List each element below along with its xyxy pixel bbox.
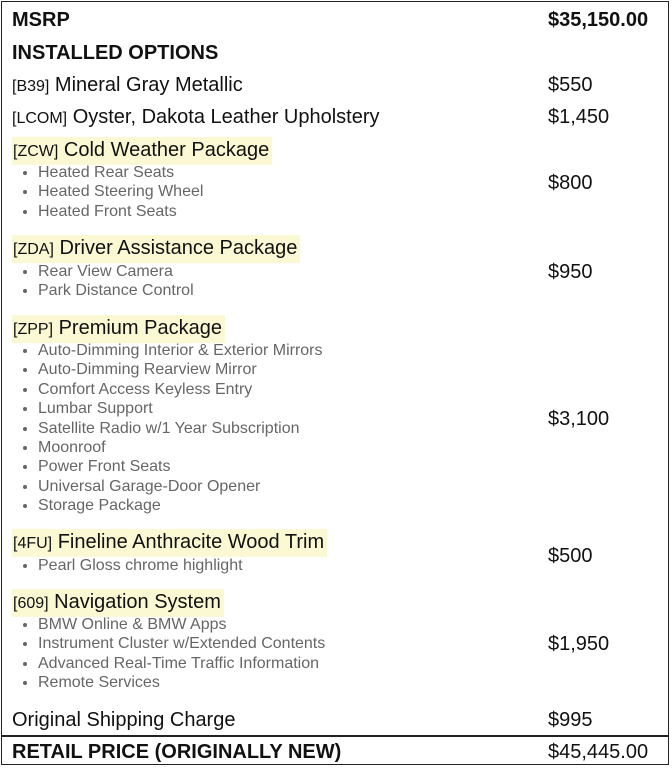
package-price: $1,950 xyxy=(548,633,610,655)
package-name: Cold Weather Package xyxy=(63,139,270,161)
list-item: • Universal Garage-Door Opener xyxy=(38,477,323,496)
window-sticker-price-sheet xyxy=(1,1,669,765)
package-name: Driver Assistance Package xyxy=(59,237,298,259)
list-item: • Park Distance Control xyxy=(38,281,194,300)
retail-price-value: $45,445.00 xyxy=(548,741,649,763)
package-feature-list-zda xyxy=(20,262,194,301)
option-name: Oyster, Dakota Leather Upholstery xyxy=(72,106,380,128)
list-item: • Comfort Access Keyless Entry xyxy=(38,380,323,399)
list-item: • BMW Online & BMW Apps xyxy=(38,615,325,634)
option-price: $550 xyxy=(548,74,593,96)
package-feature-list-zcw xyxy=(20,163,203,221)
package-title xyxy=(12,315,225,343)
package-code: [4FU] xyxy=(13,535,53,552)
msrp-price: $35,150.00 xyxy=(548,9,649,31)
package-price: $800 xyxy=(548,172,593,194)
list-item: • Auto-Dimming Rearview Mirror xyxy=(38,360,323,379)
shipping-price: $995 xyxy=(548,709,593,731)
package-feature-list-609 xyxy=(20,615,325,693)
list-item: • Rear View Camera xyxy=(38,262,194,281)
list-item: • Pearl Gloss chrome highlight xyxy=(38,556,243,575)
package-title xyxy=(12,137,272,165)
package-price: $950 xyxy=(548,261,593,283)
package-title xyxy=(12,589,224,617)
package-code: [609] xyxy=(13,595,49,612)
list-item: • Satellite Radio w/1 Year Subscription xyxy=(38,419,323,438)
list-item: • Moonroof xyxy=(38,438,323,457)
list-item: • Storage Package xyxy=(38,496,323,515)
total-divider xyxy=(2,735,668,737)
list-item: • Power Front Seats xyxy=(38,457,323,476)
package-title xyxy=(12,235,300,263)
list-item: • Heated Steering Wheel xyxy=(38,182,203,201)
package-name: Navigation System xyxy=(54,591,221,613)
shipping-label: Original Shipping Charge xyxy=(12,709,236,731)
list-item: • Advanced Real-Time Traffic Information xyxy=(38,654,325,673)
option-code: [B39] xyxy=(12,78,50,95)
package-feature-list-4fu xyxy=(20,556,243,575)
list-item: • Lumbar Support xyxy=(38,399,323,418)
package-price: $3,100 xyxy=(548,408,610,430)
package-price: $500 xyxy=(548,545,593,567)
package-code: [ZCW] xyxy=(13,143,59,160)
package-code: [ZPP] xyxy=(13,321,54,338)
list-item: • Heated Front Seats xyxy=(38,202,203,221)
list-item: • Instrument Cluster w/Extended Contents xyxy=(38,634,325,653)
installed-options-heading: INSTALLED OPTIONS xyxy=(12,42,219,64)
package-feature-list-zpp xyxy=(20,341,323,516)
list-item: • Heated Rear Seats xyxy=(38,163,203,182)
option-price: $1,450 xyxy=(548,106,610,128)
package-code: [ZDA] xyxy=(13,241,54,258)
msrp-label: MSRP xyxy=(12,9,70,31)
retail-price-label: RETAIL PRICE (ORIGINALLY NEW) xyxy=(12,741,342,763)
package-title xyxy=(12,529,327,557)
package-name: Premium Package xyxy=(58,317,222,339)
option-code: [LCOM] xyxy=(12,110,68,127)
list-item: • Remote Services xyxy=(38,673,325,692)
list-item: • Auto-Dimming Interior & Exterior Mirrors xyxy=(38,341,323,360)
package-name: Fineline Anthracite Wood Trim xyxy=(57,531,325,553)
option-name: Mineral Gray Metallic xyxy=(54,74,243,96)
